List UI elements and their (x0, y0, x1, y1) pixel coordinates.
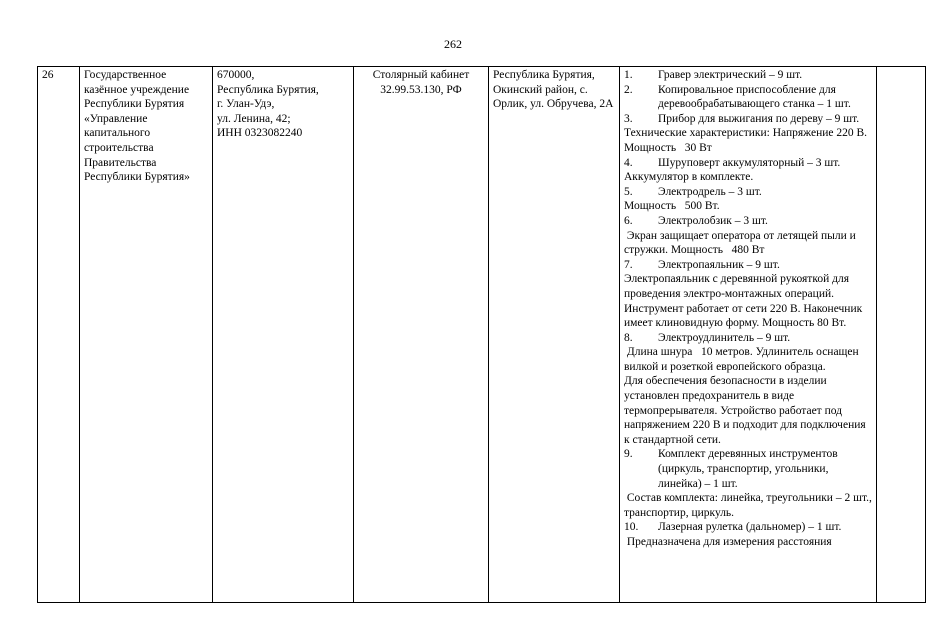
address-line: Республика Бурятия, (217, 83, 319, 96)
item-number: 10. (624, 521, 639, 534)
equipment-cell (620, 67, 877, 603)
row-number-cell: 26 (38, 67, 80, 603)
cabinet-cell (354, 67, 489, 603)
item-title: Электропаяльник – 9 шт. (658, 258, 780, 271)
item-number: 7. (624, 258, 633, 271)
list-item (624, 112, 872, 156)
item-title: Лазерная рулетка (дальномер) – 1 шт. (658, 521, 842, 534)
list-item (624, 214, 872, 258)
item-number: 9. (624, 448, 633, 461)
list-item (624, 83, 872, 112)
list-item (624, 331, 872, 448)
item-title: Копировальное приспособление для деревообрабатывающего станка – 1 шт. (658, 83, 851, 111)
item-title: Электродрель – 3 шт. (658, 185, 762, 198)
item-description: Длина шнура 10 метров. Удлинитель оснащен вилкой и розеткой европейского образца. Для обеспечения безопасности в изделии установлен предохранитель в виде термопрерывателя. Устройство работает под напряжением 220 В и подходит для подключения к стандартной сети. (624, 346, 866, 446)
item-title: Комплект деревянных инструментов (циркуль, транспортир, угольники, линейка) – 1 шт. (658, 448, 838, 490)
item-number: 6. (624, 214, 633, 227)
item-description: Экран защищает оператора от летящей пыли и стружки. Мощность 480 Вт (624, 229, 859, 257)
item-number: 5. (624, 185, 633, 198)
list-item (624, 447, 875, 520)
item-title: Электроудлинитель – 9 шт. (658, 331, 791, 344)
item-title: Шуруповерт аккумуляторный – 3 шт. (658, 156, 841, 169)
item-description: Состав комплекта: линейка, треугольники – 2 шт., транспортир, циркуль. (624, 492, 875, 519)
equipment-list (624, 68, 875, 600)
item-number: 2. (624, 83, 633, 96)
list-item (624, 156, 872, 185)
item-number: 3. (624, 112, 633, 125)
address-line: ул. Ленина, 42; (217, 112, 291, 125)
list-item (624, 68, 872, 83)
equipment-table (37, 66, 926, 603)
item-description: Мощность 500 Вт. (624, 200, 720, 213)
item-number: 1. (624, 69, 633, 81)
item-description: Технические характеристики: Напряжение 220 В. Мощность 30 Вт (624, 127, 870, 154)
item-number: 8. (624, 331, 633, 344)
organization-cell: Государственное казённое учреждение Республики Бурятия «Управление капитального строительства Правительства Республики Бурятия» (80, 67, 213, 603)
item-title: Электролобзик – 3 шт. (658, 214, 768, 227)
location-cell: Республика Бурятия, Окинский район, с. Орлик, ул. Обручева, 2А (489, 67, 620, 603)
list-item (624, 258, 872, 331)
address-line: г. Улан-Удэ, (217, 98, 275, 111)
inn-line: ИНН 0323082240 (217, 127, 303, 140)
item-title: Гравер электрический – 9 шт. (658, 69, 803, 81)
address-cell (213, 67, 354, 603)
table-row (38, 67, 926, 603)
item-number: 4. (624, 156, 633, 169)
list-item (624, 520, 872, 549)
item-description: Предназначена для измерения расстояния (624, 536, 832, 548)
item-description: Аккумулятор в комплекте. (624, 171, 754, 184)
empty-cell (877, 67, 926, 603)
item-description: Электропаяльник с деревянной рукояткой для проведения электро-монтажных операций. Инструмент работает от сети 220 В. Наконечник имеет клиновидную форму. Мощность 80 Вт. (624, 273, 866, 330)
cabinet-name: Столярный кабинет (372, 69, 470, 81)
item-title: Прибор для выжигания по дереву – 9 шт. (658, 112, 860, 125)
page-number: 262 (444, 37, 462, 51)
list-item (624, 185, 872, 214)
address-line: 670000, (217, 69, 255, 81)
cabinet-code: 32.99.53.130, РФ (380, 83, 462, 96)
